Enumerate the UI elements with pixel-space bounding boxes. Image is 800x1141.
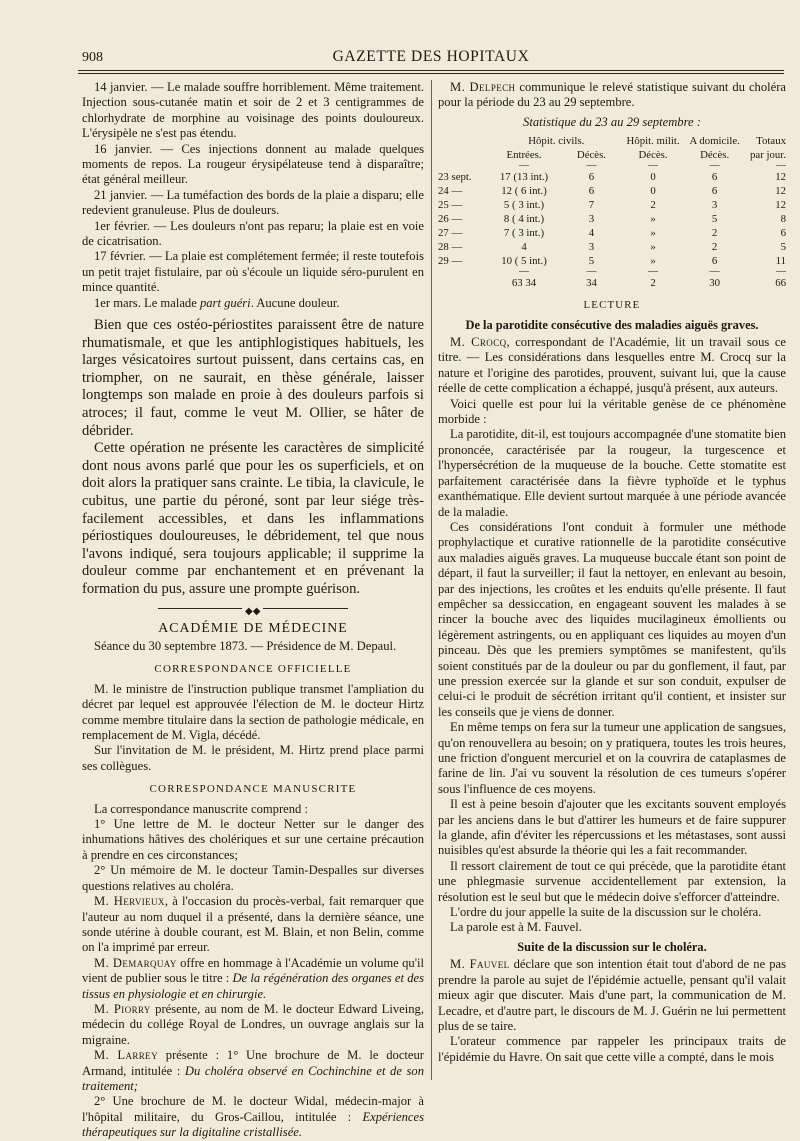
subheading-correspondance-officielle: CORRESPONDANCE OFFICIELLE — [154, 663, 352, 676]
table-cell: 27 — — [438, 227, 463, 240]
book-title: Du choléra observé en Cochinchine et de son traitement; — [82, 1063, 424, 1093]
section-heading-academie: ACADÉMIE DE MÉDECINE — [158, 619, 348, 635]
page-number: 908 — [82, 50, 103, 65]
table-cell: 2 — [711, 241, 718, 254]
table-cell: 3 — [711, 199, 718, 212]
table-cell: 12 — [775, 171, 786, 184]
table-cell: 6 — [711, 171, 718, 184]
paragraph: Ces considérations l'ont conduit à formuler une méthode prophylactique et curative rationnelle de la parotidite consécutive aux maladies aiguës graves. La muqueuse buccale étant son point de départ, il faut la surveiller; il faut la nettoyer, en enlevant au besoin, par des injections, les croûtes et les enduits qu'elle présente. Il faut empêcher sa dessiccation, en engageant souvent les malades à se rincer la bouche avec des liquides mucilagineux émollients ou légèrement astringents, ou en appliquant ces liquides au moyen d'un pinceau. Dès que les premiers symptômes se manifestent, qu'ils soient constitués par de la douleur ou par du gonflement, il faut, par une pression exercée sur la glande et sur son conduit, expulser de celui-ci le produit de sécrétion irritant qu'il contient, et insister sur les conseils que je viens de donner. — [438, 519, 786, 719]
table-subheader-row — [438, 148, 786, 162]
paragraph — [82, 1094, 424, 1140]
speaker-name: M. Fauvel — [450, 957, 510, 972]
table-cell: 63 34 — [511, 277, 537, 290]
table-cell: 5 — [711, 213, 718, 226]
emphasis: part guéri — [199, 295, 251, 310]
text: présente, au nom de M. le docteur Edward Liveing, médecin du collége Royal de Londres, un ouvrage anglais sur la migraine. — [82, 1001, 424, 1047]
discussion-title: Suite de la discussion sur le choléra. — [517, 939, 707, 954]
text: , à l'occasion du procès-verbal, fait remarquer que l'auteur au nom duquel il a présenté, dans la dernière séance, une sonde utérine à double courant, est M. Blain, et non Belin, comme on l'a imprimé par erreur. — [82, 894, 424, 955]
table-cell: 0 — [650, 185, 656, 198]
left-column — [82, 80, 424, 1141]
table-cell: 7 — [588, 199, 595, 212]
header-cell: Décès. — [576, 149, 606, 162]
paragraph — [438, 957, 786, 1034]
table-cell: 6 — [711, 255, 718, 268]
text: 2° Une brochure de M. le docteur Widal, médecin-major à l'hôpital militaire, du Gros-Caillou, intitulée : — [82, 1094, 424, 1124]
seance-line: Séance du 30 septembre 1873. — Présidence de M. Depaul. — [94, 639, 397, 653]
text: offre en hommage à l'Académie un volume qu'il vient de publier sous le titre : — [82, 955, 424, 986]
header-cell: Totaux — [756, 135, 786, 148]
table-cell — [438, 276, 489, 290]
paragraph: Il ressort clairement de tout ce qui précède, que la parotidite étant une phlegmasie survenue accidentellement par extension, la résolution est le seul but que le médecin doive s'efforcer d'atteindre. — [438, 858, 786, 904]
speaker-name: M. Larrey — [94, 1048, 158, 1063]
paragraph: M. le ministre de l'instruction publique transmet l'ampliation du décret par lequel est approuvée l'élection de M. le docteur Hirtz comme membre titulaire dans la section de pathologie médicale, en remplacement de M. Vigla, décédé. — [82, 681, 424, 743]
table-row — [438, 240, 786, 254]
table-cell: 6 — [780, 227, 786, 240]
table-cell: 23 sept. — [438, 171, 472, 184]
table-cell: 25 — — [438, 199, 463, 212]
paragraph: La parotidite, dit-il, est toujours accompagnée d'une stomatite bien prononcée, caractérisée par la rougeur, la turgescence et l'hypersécrétion de la muqueuse de la bouche. Cette stomatite est parfaitement caractérisée dans la fièvre typhoïde et le typhus exanthématique. Elle devient surtout marquée à une période avancée de la maladie. — [438, 427, 786, 519]
paragraph: Sur l'invitation de M. le président, M. Hirtz prend place parmi ses collègues. — [82, 743, 424, 773]
text: communique le relevé statistique suivant du choléra pour la période du 23 au 29 septembre. — [438, 80, 787, 110]
table-cell: 5 — [780, 241, 786, 254]
table-cell: 30 — [709, 277, 721, 290]
paragraph: 1° Une lettre de M. le docteur Netter sur le danger des inhumations hâtives des cholériques et sur une certaine précaution à prendre en ces circonstances; — [82, 817, 424, 862]
table-cell: 12 — [775, 199, 786, 212]
book-title: De la régénération des organes et des tissus en physiologie et en chirurgie. — [82, 971, 424, 1001]
table-cell: 2 — [711, 227, 718, 240]
table-cell: 10 ( 5 int.) — [501, 255, 547, 268]
table-cell: 6 — [588, 185, 595, 198]
paragraph — [438, 335, 786, 397]
table-cell: 3 — [588, 241, 595, 254]
paragraph: L'orateur commence par rappeler les principaux traits de l'épidémie du Havre. On sait que cette ville a compté, dans le mois — [438, 1034, 786, 1064]
speaker-name: M. Demarquay — [94, 955, 177, 970]
speaker-name: M. Hervieux — [94, 894, 165, 909]
table-cell: 28 — — [438, 241, 463, 254]
table-cell: » — [650, 227, 656, 240]
speaker-name: M. Piorry — [94, 1001, 151, 1016]
table-cell: 2 — [650, 199, 656, 212]
table-cell: » — [650, 255, 656, 268]
table-cell: 66 — [775, 277, 786, 290]
header-rule-thin — [78, 73, 784, 74]
table-row — [438, 170, 786, 184]
paragraph: 17 février. — La plaie est complétement fermée; il reste toutefois un petit trajet fistulaire, par où s'écoule un liquide séro-purulent en mince quantité. — [82, 249, 424, 295]
table-cell: 6 — [711, 185, 718, 198]
table-body — [438, 170, 786, 268]
header-cell: Entrées. — [506, 149, 542, 162]
table-cell: 4 — [521, 241, 527, 254]
table-cell: 5 — [588, 255, 595, 268]
table-row — [438, 226, 786, 240]
paragraph — [82, 894, 424, 956]
table-cell: 11 — [775, 255, 786, 268]
subheading-correspondance-manuscrite: CORRESPONDANCE MANUSCRITE — [149, 783, 357, 796]
table-cell: 17 (13 int.) — [499, 171, 549, 184]
paragraph: Cette opération ne présente les caractères de simplicité dont nous avons parlé que pour les os superficiels, et on doit alors la pratiquer sans crainte. Le tibia, la clavicule, le cubitus, une partie du péroné, sont par leur siége très-facilement accessibles, et dans les inflammations périostiques douloureuses, le débridement, tel que nous l'avons indiqué, sera toujours applicable; il supprime la douleur comme par enchantement et en prévenant la formation du pus, assure une prompte guérison. — [82, 440, 424, 597]
table-cell: 24 — — [438, 185, 463, 198]
paragraph — [82, 296, 424, 311]
header-cell: A domicile. — [689, 135, 740, 148]
table-totals-row — [438, 276, 786, 290]
table-row — [438, 184, 786, 198]
header-cell: par jour. — [750, 149, 786, 162]
table-separator: — — — — — — [519, 266, 786, 278]
paragraph: La correspondance manuscrite comprend : — [94, 801, 309, 816]
table-cell: 0 — [650, 171, 656, 184]
table-cell: » — [650, 241, 656, 254]
paragraph: En même temps on fera sur la tumeur une application de sangsues, qu'on renouvellera au besoin; on y pratiquera, toutes les trois heures, une friction d'onguent mercuriel et on la couvrira de cataplasmes de farine de lin. J'ai vu souvent la résolution de ces tumeurs s'opérer sous l'influence de ces moyens. — [438, 720, 786, 796]
journal-title: GAZETTE DES HOPITAUX — [332, 48, 530, 65]
paragraph: La parole est à M. Fauvel. — [450, 920, 582, 935]
column-divider — [431, 80, 432, 1080]
paragraph: 21 janvier. — La tuméfaction des bords de la plaie a disparu; elle redevient granuleuse. Plus de douleurs. — [82, 187, 424, 218]
paragraph: 1er février. — Les douleurs n'ont pas reparu; la plaie est en voie de cicatrisation. — [82, 218, 424, 249]
table-cell: » — [650, 213, 656, 226]
text: présente : 1° Une brochure de M. le docteur Armand, intitulée : — [82, 1048, 424, 1078]
paragraph: Il est à peine besoin d'ajouter que les excitants souvent employés par les anciens dans le but d'attirer les humeurs et de faire suppurer la glande, afin d'éviter les répercussions et les métastases, sont aussi nuisibles qu'est absurde la théorie qui les a fait recommander. — [438, 797, 786, 858]
header-cell: Hôpit. milit. — [626, 135, 680, 148]
text: . Aucune douleur. — [250, 295, 340, 310]
right-column — [438, 80, 786, 1065]
paragraph: Bien que ces ostéo-périostites paraissent être de nature rhumatismale, et que les antiphlogistiques habituels, les larges vésicatoires surtout puissent, dans certains cas, en triompher, on ne saurait, en thèse générale, laisser longtemps son malade en proie à des douleurs parfois si atroces; il faut, comme le veut M. Ollier, se hâter de débrider. — [82, 317, 424, 439]
paragraph — [82, 1002, 424, 1048]
statistics-title: Statistique du 23 au 29 septembre : — [523, 114, 701, 129]
statistics-table — [438, 134, 786, 290]
paragraph — [438, 80, 786, 111]
subheading-lecture: LECTURE — [583, 299, 641, 312]
section-separator: ◆◆ — [158, 605, 348, 612]
paragraph: 2° Un mémoire de M. le docteur Tamin-Despalles sur diverses questions relatives au choléra. — [82, 863, 424, 893]
table-cell: 2 — [650, 277, 656, 290]
paragraph: 14 janvier. — Le malade souffre horriblement. Même traitement. Injection sous-cutanée matin et soir de 2 et 3 centigrammes de chlorhydrate de morphine au voisinage des points douloureux. L'érysipèle ne s'est pas étendu. — [82, 80, 424, 141]
table-cell: 26 — — [438, 213, 463, 226]
paragraph: Voici quelle est pour lui la véritable genèse de ce phénomène morbide : — [438, 396, 786, 427]
table-row — [438, 198, 786, 212]
table-cell: 12 ( 6 int.) — [501, 185, 547, 198]
lecture-title: De la parotidite consécutive des maladies aiguës graves. — [465, 317, 759, 332]
table-cell: 12 — [775, 185, 786, 198]
header-cell: Hôpit. civils. — [528, 135, 585, 148]
table-cell: 29 — — [438, 255, 463, 268]
table-cell: 3 — [588, 213, 595, 226]
table-cell: 8 ( 4 int.) — [503, 213, 545, 226]
book-title: Expériences thérapeutiques sur la digitaline cristallisée. — [82, 1109, 424, 1140]
header-rule — [78, 70, 784, 71]
table-cell: 5 ( 3 int.) — [503, 199, 545, 212]
table-row — [438, 254, 786, 268]
header-cell: Décès. — [638, 149, 668, 162]
table-cell: 6 — [588, 171, 595, 184]
text: 1er mars. Le malade — [94, 295, 200, 310]
header-cell: Décès. — [700, 149, 730, 162]
text: déclare que son intention était tout d'abord de ne pas prendre la parole au sujet de l'épidémie actuelle, pensant qu'il valait mieux agir que discuter. Mais d'une part, la communication de M. Lecadre, et d'autre part, le discours de M. J. Guérin ne lui permettent plus de se taire. — [438, 957, 787, 1033]
text: , correspondant de l'Académie, lit un travail sous ce titre. — Les considérations dans lesquelles entre M. Crocq sur la nature et l'origine des parotides, prouvent, suivant lui, que la cause réelle de cette complication a échappé, jusqu'à présent, aux auteurs. — [438, 335, 786, 396]
paragraph: L'ordre du jour appelle la suite de la discussion sur le choléra. — [450, 905, 762, 920]
table-separator: — — — — — — [519, 160, 786, 172]
paragraph — [82, 1048, 424, 1094]
table-cell: 34 — [586, 277, 597, 290]
table-cell: 8 — [780, 213, 786, 226]
paragraph: 16 janvier. — Ces injections donnent au malade quelques moments de repos. La rougeur érysipélateuse tend à disparaître; état général meilleur. — [82, 141, 424, 187]
speaker-name: M. Delpech — [450, 80, 516, 94]
page-header — [78, 40, 784, 74]
paragraph — [82, 956, 424, 1002]
speaker-name: M. Crocq — [450, 335, 507, 350]
table-row — [438, 212, 786, 226]
table-cell: 4 — [588, 227, 595, 240]
table-header-row — [438, 134, 786, 148]
table-cell: 7 ( 3 int.) — [503, 227, 545, 240]
